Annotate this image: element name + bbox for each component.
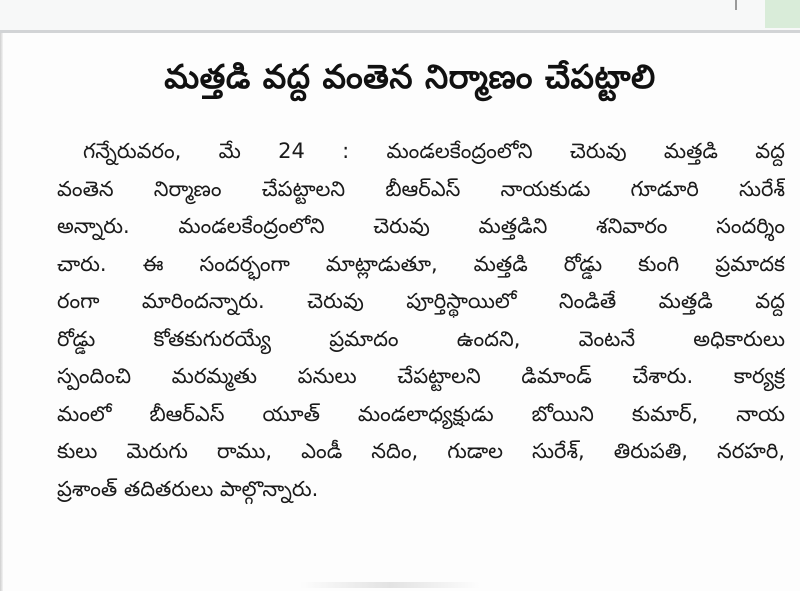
article-line: రోడ్డు కోతకుగురయ్యే ప్రమాదం ఉందని, వెంటనే అధికారులు [57,326,785,351]
article-line: ప్రశాంత్ తదితరులు పాల్గొన్నారు. [57,476,319,501]
page-fold-shadow [0,33,3,591]
article-line: స్పందించి మరమ్మతు పనులు చేపట్టాలని డిమాండ్ చేశారు. కార్యక్ర [57,364,785,388]
article-line: చారు. ఈ సందర్భంగా మాట్లాడుతూ, మత్తడి రోడ్డు కుంగి ప్రమాదక [57,251,785,276]
article-line: రంగా మారిందన్నారు. చెరువు పూర్తిస్థాయిలో నిండితే మత్తడి వద్ద [57,289,785,313]
article-line: గన్నేరువరం, మే 24 : మండలకేంద్రంలోని చెరువు మత్తడి వద్ద [83,139,785,163]
header-rule [0,30,800,33]
article-line: కులు మెరుగు రాము, ఎండీ నదిం, గుడాల సురేశ్, తిరుపతి, నరహరి, [57,439,785,463]
article-body [57,133,785,508]
bottom-print-smudge [300,582,480,588]
top-strip [0,0,800,30]
article-line: అన్నారు. మండలకేంద్రంలోని చెరువు మత్తడిని శనివారం సందర్శిం [57,214,785,238]
article-line: వంతెన నిర్మాణం చేపట్టాలని బీఆర్ఎస్ నాయకుడు గూడూరి సురేశ్ [57,176,785,201]
article-line: మంలో బీఆర్ఎస్ యూత్ మండలాధ్యక్షుడు బోయిని కుమార్, నాయ [57,401,785,426]
adjacent-column-edge [765,0,800,28]
top-divider-tick [735,0,737,10]
article-headline: మత్తడి వద్ద వంతెన నిర్మాణం చేపట్టాలి [164,57,656,96]
